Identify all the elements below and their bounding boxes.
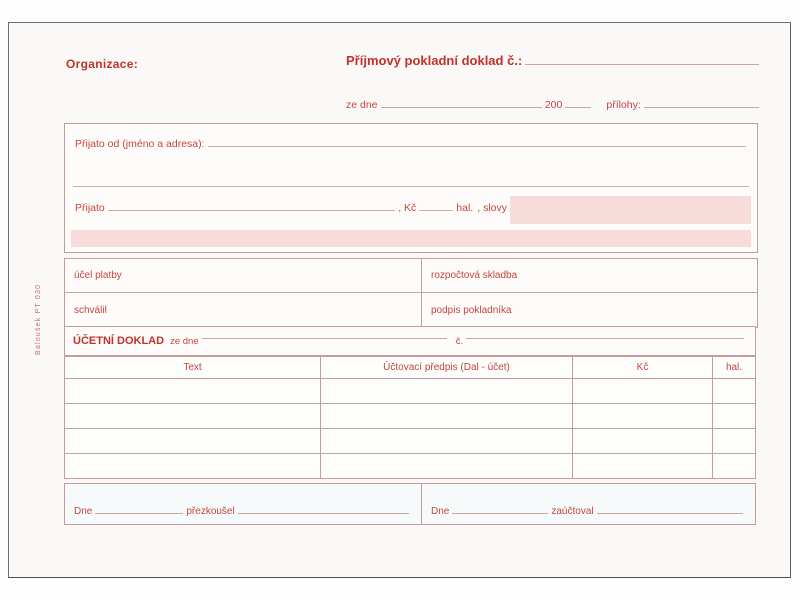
form-title-row [346, 53, 762, 68]
slovy-label: , slovy [477, 202, 507, 214]
footer-left-cell [65, 484, 422, 524]
organization-label: Organizace: [66, 57, 138, 71]
approved-label: schválil [74, 304, 107, 316]
amount-fill-line [108, 210, 395, 211]
table-cell [65, 404, 321, 428]
table-cell [321, 404, 573, 428]
table-header-hal: hal. [725, 362, 743, 373]
cashier-signature-label: podpis pokladníka [431, 304, 512, 316]
approved-cell [65, 293, 422, 327]
accounting-number-fill-line [466, 338, 744, 339]
footer-left-date-label: Dne [74, 506, 93, 517]
received-from-label: Přijato od (jméno a adresa): [75, 138, 205, 150]
amount-words-band [71, 230, 751, 247]
table-header-text: Text [65, 357, 321, 378]
cashier-signature-cell [422, 293, 757, 327]
table-cell [321, 429, 573, 453]
received-from-fill-line [208, 146, 746, 147]
table-row [65, 404, 755, 429]
purpose-label: účel platby [74, 270, 122, 281]
year-fill-line [565, 107, 591, 108]
table-row [65, 454, 755, 478]
purpose-cell [65, 259, 422, 293]
accounting-document-label: ÚČETNÍ DOKLAD [73, 335, 165, 347]
table-header-kc: Kč [573, 357, 713, 378]
footer-left-date-fill [95, 513, 183, 514]
accounting-date-label: ze dne [170, 335, 199, 347]
hal-label: hal. [456, 202, 474, 214]
signature-footer [64, 483, 756, 525]
table-cell [573, 429, 713, 453]
document-number-fill-line [525, 64, 759, 65]
table-cell [65, 379, 321, 403]
date-label: ze dne [346, 99, 378, 111]
received-label: Přijato [75, 202, 105, 214]
footer-left-signature-fill [238, 513, 409, 514]
receipt-form-paper [8, 22, 791, 578]
footer-left-action-label: přezkoušel [186, 506, 235, 517]
footer-right-date-fill [452, 513, 548, 514]
received-from-row [75, 138, 749, 150]
footer-right-signature-fill [597, 513, 743, 514]
budget-cell [422, 259, 757, 293]
footer-right-date-label: Dne [431, 506, 450, 517]
table-cell [713, 429, 755, 453]
print-order-code: Baloušek PT 030 [35, 283, 42, 355]
purpose-approval-box [64, 258, 758, 328]
table-cell [573, 379, 713, 403]
accounting-number-label: č. [455, 335, 464, 347]
accounting-document-row [64, 326, 756, 356]
amount-row [75, 202, 507, 214]
payer-amount-box [64, 123, 758, 253]
budget-label: rozpočtová skladba [431, 270, 518, 281]
table-cell [573, 404, 713, 428]
table-cell [713, 379, 755, 403]
address-second-line [73, 186, 749, 187]
table-header-posting: Účtovací předpis (Dal - účet) [321, 357, 573, 378]
table-cell [321, 454, 573, 478]
date-fill-line [381, 107, 542, 108]
kc-label: , Kč [398, 202, 417, 214]
table-header-row [65, 357, 755, 379]
date-row [346, 93, 762, 111]
amount-in-words-highlight [510, 196, 751, 224]
accounting-table [64, 356, 756, 479]
table-cell [573, 454, 713, 478]
table-cell [65, 454, 321, 478]
table-cell [65, 429, 321, 453]
table-cell [321, 379, 573, 403]
attachments-label: přílohy: [606, 99, 641, 111]
attachments-fill-line [644, 107, 759, 108]
haler-fill-line [419, 210, 453, 211]
table-row [65, 379, 755, 404]
footer-right-cell [422, 484, 755, 524]
footer-right-action-label: zaúčtoval [551, 506, 594, 517]
accounting-date-fill-line [202, 338, 447, 339]
form-title: Příjmový pokladní doklad č.: [346, 53, 523, 68]
table-cell [713, 404, 755, 428]
table-row [65, 429, 755, 454]
year-prefix: 200 [544, 99, 563, 111]
table-cell [713, 454, 755, 478]
